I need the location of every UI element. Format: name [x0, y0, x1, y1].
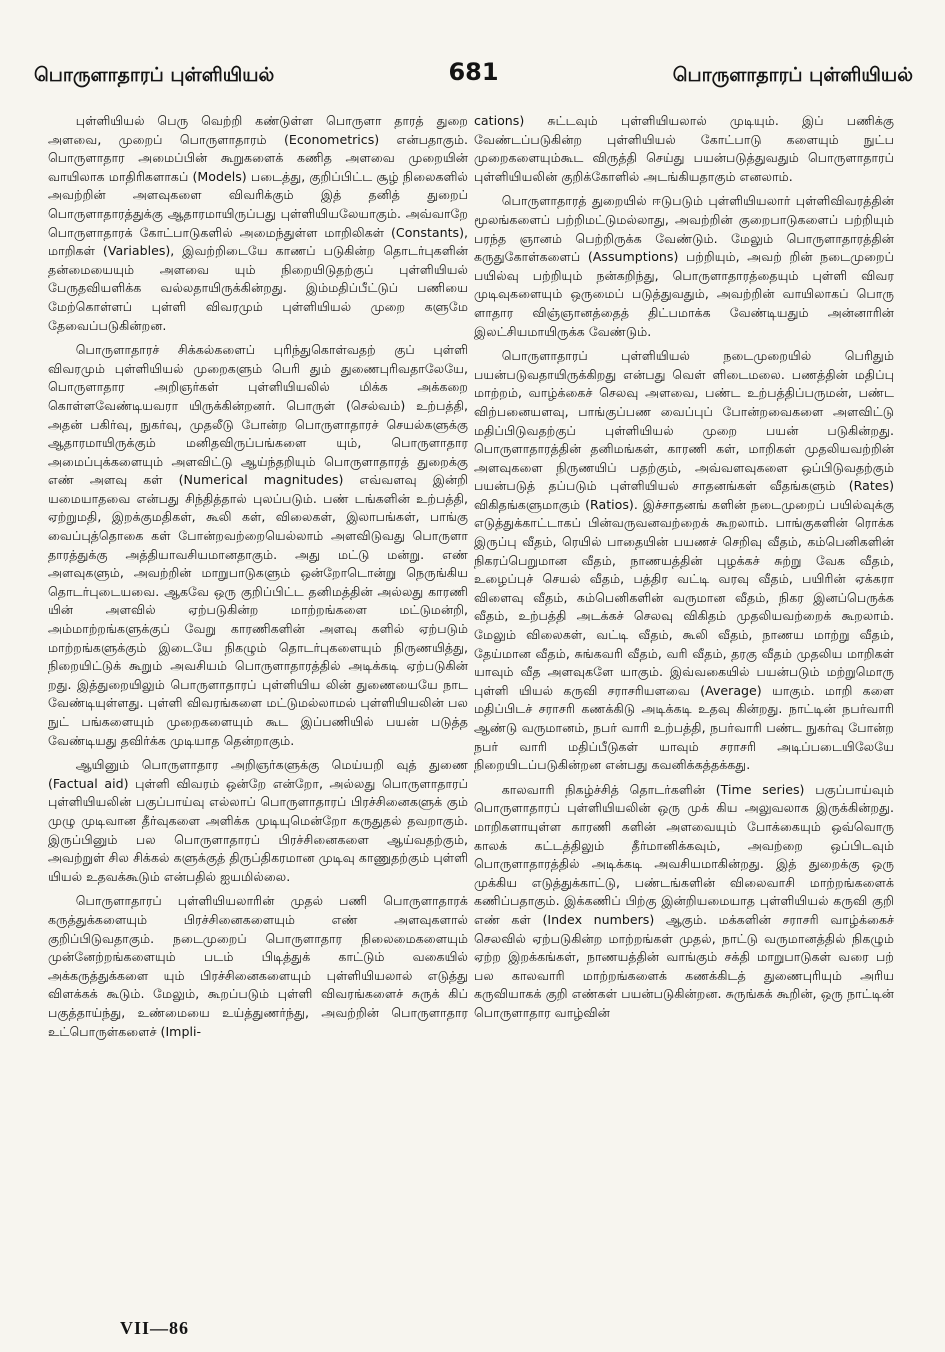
- right-column: [474, 112, 894, 1302]
- paragraph: cations) சுட்டவும் புள்ளியியலால் முடியும். இப் பணிக்கு வேண்டப்படுகின்ற புள்ளியியல் கோட்பாடு களையும் நுட்ப முறைகளையும்கூட விருத்தி செய்து பயன்படுத்துவதும் பொருளாதாரப் புள்ளியியலின் குறிக்கோளில் அடங்கியதாகும் எனலாம்.: [474, 113, 894, 184]
- paragraph: காலவாரி நிகழ்ச்சித் தொடர்களின் (Time series) பகுப்பாய்வும் பொருளாதாரப் புள்ளியியலின் ஒரு முக் கிய அலுவலாக இருக்கின்றது. மாறிகளாயுள்ள காரணி களின் அளவையும் போக்கையும் ஒவ்வொரு காலக் கட்டத்திலும் தீர்மானிக்கவும், அவற்றை ஒப்பிடவும் பொருளாதாரத்தில் அடிக்கடி அவசியமாகின்றது. இத் துறைக்கு ஒரு முக்கிய எடுத்துக்காட்டு, பண்டங்களின் விலைவாசி மாற்றங்களைக் கணிப்பதாகும். இக்கணிப் பிற்கு இன்றியமையாத புள்ளியியல் கருவி குறி எண் கள் (Index numbers) ஆகும். மக்களின் சராசரி வாழ்க்கைச் செலவில் ஏற்படுகின்ற மாற்றங்கள் முதல், நாட்டு வருமானத்தில் நிகழும் ஏற்ற இறக்கங்கள், நாணயத்தின் வாங்கும் சக்தி மாறுபாடுகள் வரை பற் பல காலவாரி மாற்றங்களைக் கணக்கிடத் துணைபுரியும் அரிய கருவியாகக் குறி எண்கள் பயன்படுகின்றன. சுருங்கக் கூறின், ஒரு நாட்டின் பொருளாதார வாழ்வின்: [474, 781, 894, 1020]
- paragraph: பொருளாதாரத் துறையில் ஈடுபடும் புள்ளியியலார் புள்ளிவிவரத்தின் மூலங்களைப் பற்றிமட்டுமல்லாது, அவற்றின் குறைபாடுகளைப் பற்றியும் பரந்த ஞானம் பெற்றிருக்க வேண்டும். மேலும் பொருளாதாரத்தின் கருதுகோள்களைப் (Assumptions) பற்றியும், அவற் றின் நடைமுறைப் பயில்வு பற்றியும் நன்கறிந்து, பொருளாதாரத்தையும் புள்ளி விவர முடிவுகளையும் ஒருமைப் படுத்துவதும், அவற்றின் வாயிலாகப் பொரு ளாதார விஞ்ஞானத்தைத் திட்பமாக்க வேண்டியதும் அன்னாரின் இலட்சியமாயிருக்க வேண்டும்.: [474, 193, 894, 339]
- paragraph: பொருளாதாரப் புள்ளியியல் நடைமுறையில் பெரிதும் பயன்படுவதாயிருக்கிறது என்பது வெள் ளிடைமலை. பணத்தின் மதிப்பு மாற்றம், வாழ்க்கைச் செலவு அளவை, பண்ட உற்பத்திப்பருமன், பண்ட விற்பனையளவு, பாங்குப்பண வைப்புப் போன்றவைகளை அளவிட்டு மதிப்பிடுவதற்குப் புள்ளியியல் முறை பயன் படுகின்றது. பொருளாதாரத்தின் தனிமங்கள், காரணி கள், மாறிகள் முதலியவற்றின் அளவுகளை நிருணயிப் பதற்கும், அவ்வளவுகளை ஒப்பிடுவதற்கும் பயன்படுத் தப்படும் புள்ளியியல் சாதனங்கள் வீதங்களும் (Rates) விகிதங்களுமாகும் (Ratios). இச்சாதனங் களின் நடைமுறைப் பயில்வுக்கு எடுத்துக்காட்டாகப் பின்வருவனவற்றைக் கூறலாம். பாங்குகளின் ரொக்க இருப்பு வீதம், ரெயில் பாதையின் பயணச் செறிவு வீதம், கம்பெனிகளின் நிகரப்பெறுமான வீதம், நாணயத்தின் புழக்கச் சுற்று வேக வீதம், உழைப்புச் செயல் வீதம், பத்திர வட்டி வரவு வீதம், பயிரின் ஏக்கரா விளைவு வீதம், கம்பெனிகளின் வருமான வீதம், நிகர இனப்பெருக்க வீதம், உற்பத்தி அடக்கச் செலவு விகிதம் முதலியவற்றைக் கூறலாம். மேலும் விலைகள், வட்டி வீதம், கூலி வீதம், நாணய மாற்று வீதம், தேய்மான வீதம், சுங்கவரி வீதம், வரி வீதம், தரகு வீதம் முதலிய மாறிகள் யாவும் வீத அளவுகளே யாகும். இவ்வகையில் பயன்படும் மற்றுமொரு புள்ளி யியல் கருவி சராசரியளவை (Average) யாகும். மாறி களை மதிப்பிடச் சராசரி கணக்கிடு அடிக்கடி உதவு கின்றது. நாட்டின் நபர்வாரி ஆண்டு வருமானம், நபர் வாரி உற்பத்தி, நபர்வாரி பண்ட நுகர்வு போன்ற நபர் வாரி மதிப்பீடுகள் யாவும் சராசரி அடிப்படையிலேயே நிறையிடப்படுகின்றன என்பது கவனிக்கத்தக்கது.: [474, 348, 894, 773]
- signature-mark: VII—86: [120, 1318, 190, 1338]
- paragraph: பொருளாதாரப் புள்ளியியலாரின் முதல் பணி பொருளாதாரக் கருத்துக்களையும் பிரச்சினைகளையும் எண் அளவுகளால் குறிப்பிடுவதாகும். நடைமுறைப் பொருளாதார நிலைமைகளையும் முன்னேற்றங்களையும் படம் பிடித்துக் காட்டும் வகையில் அக்கருத்துக்களை யும் பிரச்சினைகளையும் புள்ளியியலால் எடுத்து விளக்கக் கூடும். மேலும், கூறப்படும் புள்ளி விவரங்களைச் சுருக் கிப் பகுத்தாய்ந்து, உண்மையை உய்த்துணர்ந்து, அவற்றின் பொருளாதார உட்பொருள்களைச் (Impli-: [48, 893, 468, 1039]
- paragraph: புள்ளியியல் பெரு வெற்றி கண்டுள்ள பொருளா தாரத் துறை அளவை, முறைப் பொருளாதாரம் (Econometrics) என்பதாகும். பொருளாதார அமைப்பின் கூறுகளைக் கணித அளவை முறையின் வாயிலாக மாதிரிகளாகப் (Models) படைத்து, குறிப்பிட்ட சூழ் நிலைகளில் அவற்றின் அளவுகளை விவரிக்கும் இத் தனித் துறைப் பொருளாதாரத்துக்கு ஆதாரமாயிருப்பது புள்ளியியலேயாகும். அவ்வாறே பொருளாதாரக் கோட்பாடுகளில் அமைந்துள்ள மாறிலிகள் (Constants), மாறிகள் (Variables), இவற்றிடையே காணப் படுகின்ற தொடர்புகளின் தன்மையையும் அளவை யும் நிறையிடுதற்குப் புள்ளியியல் பேருதவியளிக்க வல்லதாயிருக்கின்றது. இம்மதிப்பீட்டுப் பணியை மேற்கொள்ளப் புள்ளி விவரமும் புள்ளியியல் முறை களுமே தேவைப்படுகின்றன.: [48, 113, 468, 333]
- page-number: 681: [448, 58, 499, 86]
- left-column: [48, 112, 468, 1302]
- running-title-left: பொருளாதாரப் புள்ளியியல்: [34, 64, 275, 86]
- paragraph: ஆயினும் பொருளாதார அறிஞர்களுக்கு மெய்யறி வுத் துணை (Factual aid) புள்ளி விவரம் ஒன்றே என்றோ, அல்லது பொருளாதாரப் புள்ளியியலின் பகுப்பாய்வு எல்லாப் பொருளாதாரப் பிரச்சினைகளுக் கும் முழு முடிவான தீர்வுகளை அளிக்க முடியுமென்றோ கருதுதல் தவறாகும். இருப்பினும் பல பொருளாதாரப் பிரச்சினைகளை ஆய்வதற்கும், அவற்றுள் சில சிக்கல் களுக்குத் திருப்திகரமான முடிவு காணுதற்கும் புள்ளி யியல் உதவக்கூடும் என்பதில் ஐயமில்லை.: [48, 757, 468, 884]
- page-header: [34, 58, 913, 98]
- running-title-right: பொருளாதாரப் புள்ளியியல்: [672, 64, 913, 86]
- paragraph: பொருளாதாரச் சிக்கல்களைப் புரிந்துகொள்வதற் குப் புள்ளி விவரமும் புள்ளியியல் முறைகளும் பெரி தும் துணைபுரிவதாலேயே, பொருளாதார அறிஞர்கள் புள்ளியியலில் மிக்க அக்கறை கொள்ளவேண்டியவரா யிருக்கின்றனர். பொருள் (செல்வம்) உற்பத்தி, அதன் பகிர்வு, நுகர்வு, முதலீடு போன்ற பொருளாதாரச் செயல்களுக்கு ஆதாரமாயிருக்கும் மனிதவிருப்பங்களை யும், பொருளாதார அமைப்புக்களையும் அளவிட்டு ஆய்ந்தறியும் பொருளாதாரத் துறைக்கு எண் அளவு கள் (Numerical magnitudes) எவ்வளவு இன்றி யமையாதவை என்பது சிந்தித்தால் புலப்படும். பண் டங்களின் உற்பத்தி, ஏற்றுமதி, இறக்குமதிகள், கூலி கள், விலைகள், இலாபங்கள், பாங்கு வைப்புத்தொகை கள் போன்றவற்றையெல்லாம் அளவிடுவது பொருளா தாரத்துக்கு அத்தியாவசியமானதாகும். அது மட்டு மன்று. எண் அளவுகளும், அவற்றின் மாறுபாடுகளும் ஒன்றோடொன்று நெருங்கிய தொடர்புடையவை. ஆகவே ஒரு குறிப்பிட்ட தனிமத்தின் அல்லது காரணி யின் அளவில் ஏற்படுகின்ற மாற்றங்களை மட்டுமன்றி, அம்மாற்றங்களுக்குப் வேறு காரணிகளின் அளவு களில் ஏற்படும் மாற்றங்களுக்கும் இடையே நிகழும் தொடர்புகளையும் நிருணயித்து, நிறையிட்டுக் கூறும் அவசியம் பொருளாதாரத்தில் அடிக்கடி ஏற்படுகின் றது. இத்துறையிலும் பொருளாதாரப் புள்ளியிய லின் துணையையே நாட வேண்டியுள்ளது. புள்ளி விவரங்களை மட்டுமல்லாமல் புள்ளியியலின் பல நுட் பங்களையும் முறைகளையும் கூட இப்பணியில் பயன் படுத்த வேண்டியது தவிர்க்க முடியாத தென்றாகும்.: [48, 342, 468, 748]
